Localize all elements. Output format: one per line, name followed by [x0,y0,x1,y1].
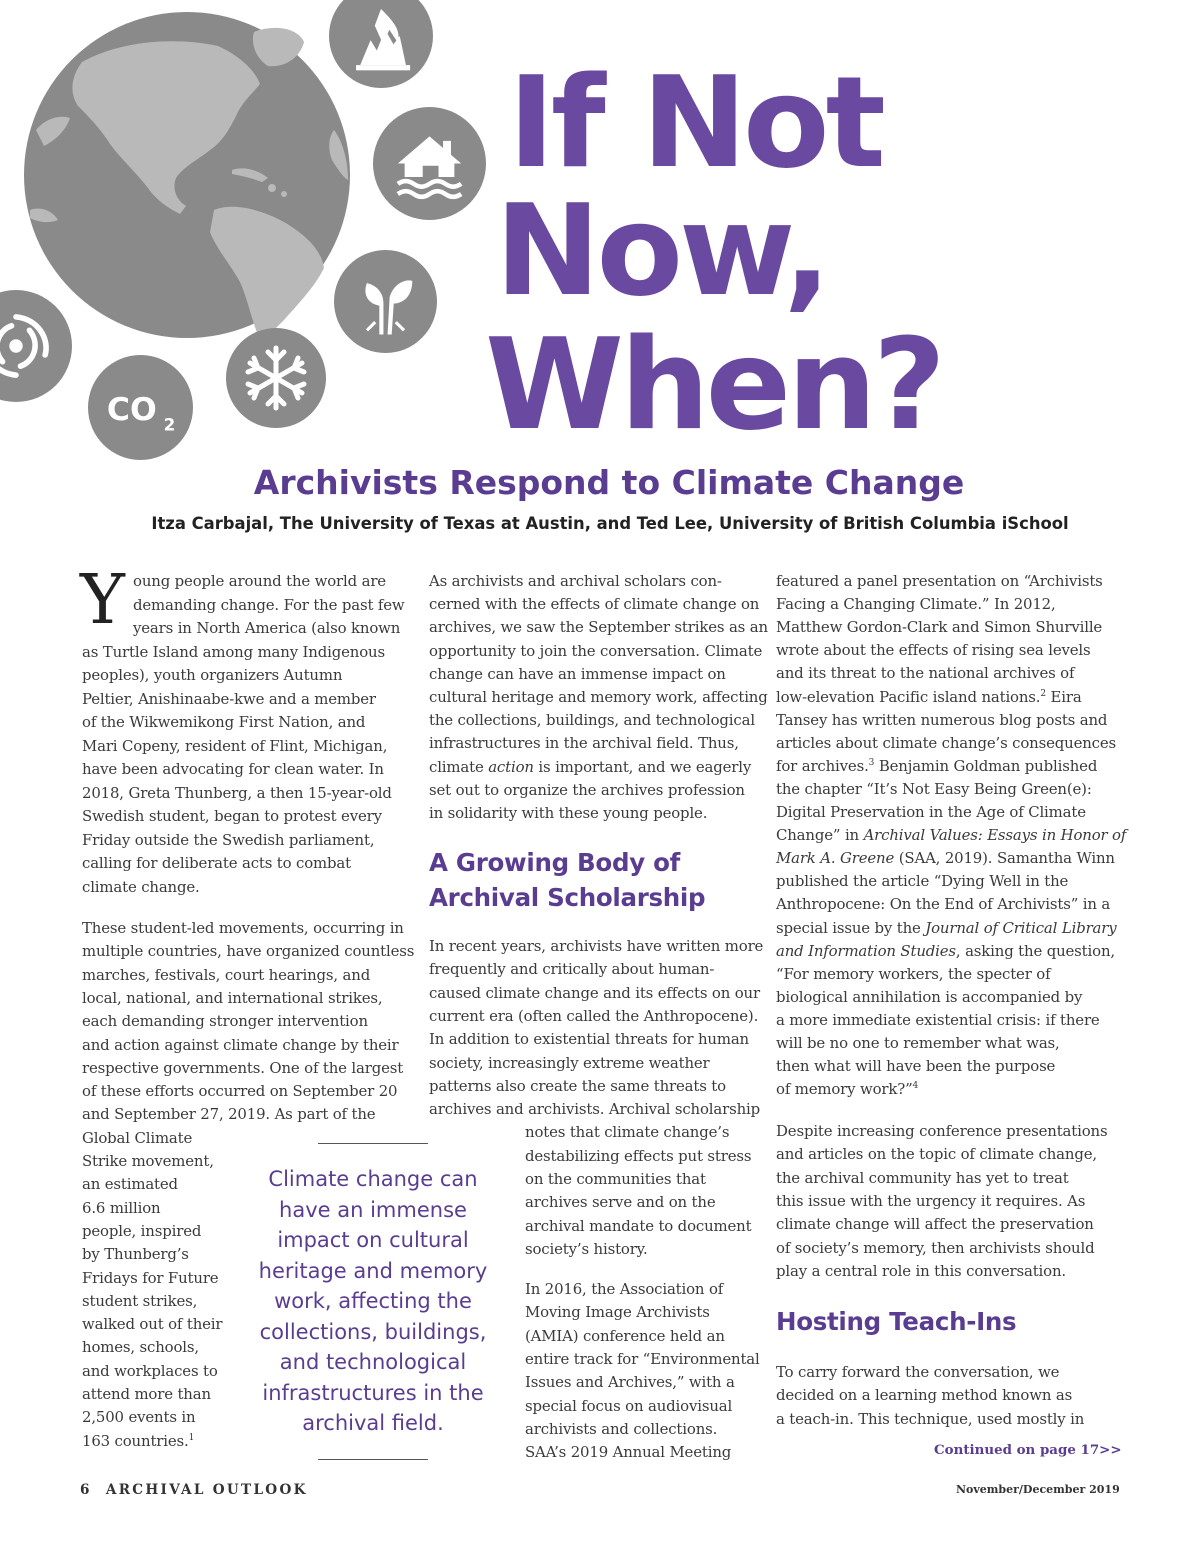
text-line: an estimated [82,1175,178,1194]
text-line: the chapter “It’s Not Easy Being Green(e): [776,779,1092,798]
text-line: each demanding stronger intervention [82,1012,368,1031]
text-line: walked out of their [82,1315,223,1334]
text-line: archives serve and on the [525,1193,716,1212]
text-span: Change” in [776,826,864,845]
text-line [82,1430,194,1453]
text-line: and articles on the topic of climate change, [776,1145,1097,1164]
text-line: of the Wikwemikong First Nation, and [82,713,366,731]
text-line: In recent years, archivists have written more [429,937,764,955]
text-line: calling for deliberate acts to combat [82,854,351,872]
section-heading-hosting-teach-ins: Hosting Teach-Ins [776,1307,1017,1336]
text-line: in solidarity with these young people. [429,804,708,822]
text-line: change can have an immense impact on [429,664,726,683]
pull-quote-line: have an immense [279,1197,467,1222]
pull-quote-line: impact on cultural [277,1228,469,1252]
issue-date: November/December 2019 [956,1483,1120,1496]
text-line: Strike movement, [82,1152,214,1170]
text-line [776,1078,918,1101]
text-line: the collections, buildings, and technological [429,711,755,730]
text-line: demanding change. For the past few [133,595,405,614]
text-line: student strikes, [82,1291,198,1310]
text-line [776,824,1126,847]
article-subtitle: Archivists Respond to Climate Change [253,463,965,502]
hurricane-icon [0,290,72,402]
pull-quote-line: collections, buildings, [259,1319,487,1344]
text-line: notes that climate change’s [525,1123,730,1142]
text-span: for archives. [776,756,869,775]
text-line: articles about climate change’s consequences [776,733,1117,752]
footnote-ref-2: 2 [1040,688,1046,699]
pull-quote-line: and technological [279,1350,467,1374]
pull-quote-rule-bottom [318,1459,428,1460]
text-line: years in North America (also known [133,619,401,637]
text-line [429,756,751,779]
text-line: Global Climate [82,1128,193,1147]
text-line: this issue with the urgency it requires. As [776,1191,1086,1210]
text-line: Digital Preservation in the Age of Climate [776,803,1086,821]
text-line: homes, schools, [82,1338,199,1357]
text-line: caused climate change and its effects on our [429,983,760,1002]
pull-quote-line: infrastructures in the [262,1380,484,1405]
text-line: set out to organize the archives profession [429,780,745,799]
text-line: Swedish student, began to protest every [82,807,382,825]
text-line: To carry forward the conversation, we [776,1363,1060,1381]
text-line: a more immediate existential crisis: if there [776,1010,1100,1029]
text-span: 163 countries. [82,1431,189,1450]
text-line: In addition to existential threats for human [429,1030,749,1049]
text-line: climate change will affect the preservation [776,1215,1094,1234]
text-span: Eira [1045,687,1082,706]
text-line: and workplaces to [82,1361,218,1380]
emphasis: Journal of Critical Library [925,918,1117,937]
pull-quote-line: heritage and memory [258,1258,488,1283]
headline-line-2: Now, [495,177,828,324]
text-line: on the communities that [525,1170,706,1188]
text-line: local, national, and international strikes, [82,988,383,1007]
fire-icon [329,0,433,88]
text-line: archivists and collections. [525,1419,718,1438]
text-line: current era (often called the Anthropocene). [429,1006,759,1025]
text-line: as Turtle Island among many Indigenous [82,642,385,661]
headline-line-3: When? [485,311,942,458]
text-line: In 2016, the Association of [525,1280,724,1298]
text-line: society, increasingly extreme weather [429,1053,710,1072]
text-line: (AMIA) conference held an [525,1326,725,1345]
drought-plant-icon [334,250,437,353]
emphasis: and Information Studies [776,941,956,960]
text-span: Benjamin Goldman published [874,756,1098,775]
text-line: Fridays for Future [82,1268,219,1287]
emphasis: action [488,757,534,776]
text-line: have been advocating for clean water. In [82,760,384,778]
text-line: people, inspired [82,1221,202,1240]
section-heading-archival-scholarship: Archival Scholarship [429,883,706,912]
co2-icon [88,355,193,460]
text-line: decided on a learning method known as [776,1386,1073,1405]
text-line: climate change. [82,877,200,896]
text-span: , asking the question, [955,941,1115,960]
text-line: Issues and Archives,” with a [525,1373,735,1392]
page-footer-left [80,1482,308,1498]
author-byline: Itza Carbajal, The University of Texas at Austin, and Ted Lee, University of British Columbia iSchool [151,514,1069,533]
text-line: Peltier, Anishinaabe-kwe and a member [82,689,376,708]
text-line: opportunity to join the conversation. Climate [429,641,763,660]
text-span: is important, and we eagerly [533,757,752,776]
text-line [776,917,1117,940]
text-line: frequently and critically about human- [429,960,715,979]
text-line: special focus on audiovisual [525,1396,733,1415]
text-line: Moving Image Archivists [525,1303,710,1322]
text-line: 2018, Greta Thunberg, a then 15-year-old [82,783,392,802]
text-line [776,755,1097,778]
text-line: society’s history. [525,1239,648,1258]
text-line: multiple countries, have organized countless [82,942,415,961]
text-line: oung people around the world are [133,572,386,590]
text-line: Facing a Changing Climate.” In 2012, [776,595,1056,614]
text-line: As archivists and archival scholars con- [429,572,722,590]
pull-quote-line: archival field. [302,1411,444,1435]
text-line: Anthropocene: On the End of Archivists” in a [776,895,1111,914]
text-line: Despite increasing conference presentations [776,1122,1108,1140]
text-line: Tansey has written numerous blog posts and [776,710,1108,729]
text-line: featured a panel presentation on “Archivists [776,572,1103,590]
text-line: SAA’s 2019 Annual Meeting [525,1443,732,1462]
text-line: by Thunberg’s [82,1245,189,1264]
text-line: play a central role in this conversation. [776,1261,1066,1280]
text-line: of these efforts occurred on September 20 [82,1082,398,1101]
text-line: “For memory workers, the specter of [776,964,1051,983]
text-line: archival mandate to document [525,1216,752,1235]
co2-label: CO [106,392,157,429]
text-line: cerned with the effects of climate change on [429,595,760,614]
text-line: archives and archivists. Archival scholarship [429,1100,761,1119]
continued-link[interactable]: Continued on page 17>> [934,1442,1122,1458]
pull-quote-line: Climate change can [268,1167,478,1191]
footnote-ref-4: 4 [912,1081,919,1092]
co2-subscript: 2 [163,414,176,435]
text-line: attend more than [82,1385,211,1403]
text-line: Mari Copeny, resident of Flint, Michigan, [82,736,388,755]
pull-quote-rule-top [318,1143,428,1144]
text-line: Friday outside the Swedish parliament, [82,830,375,849]
text-line: and its threat to the national archives of [776,664,1075,683]
footnote-ref-1: 1 [188,1432,195,1443]
text-line: and September 27, 2019. As part of the [82,1105,376,1124]
text-line: peoples), youth organizers Autumn [82,666,343,684]
text-line: cultural heritage and memory work, affecting [429,688,768,706]
text-line: then what will have been the purpose [776,1057,1056,1076]
text-line: and action against climate change by their [82,1035,399,1054]
text-line: the archival community has yet to treat [776,1168,1069,1187]
headline-line-1: If Not [508,49,882,196]
text-line: 2,500 events in [82,1408,196,1427]
text-span: low-elevation Pacific island nations. [776,687,1041,706]
publication-name: ARCHIVAL OUTLOOK [105,1482,308,1498]
text-line: respective governments. One of the largest [82,1058,404,1077]
text-span: climate [429,757,489,776]
text-line [776,686,1082,709]
text-line: a teach-in. This technique, used mostly in [776,1409,1085,1428]
text-line: Matthew Gordon-Clark and Simon Shurville [776,618,1103,637]
text-span: (SAA, 2019). Samantha Winn [894,849,1115,868]
section-heading-growing-body: A Growing Body of [429,848,680,877]
text-line: biological annihilation is accompanied by [776,987,1083,1006]
text-line: will be no one to remember what was, [776,1034,1060,1052]
text-line: infrastructures in the archival field. Thus, [429,734,739,753]
text-line: wrote about the effects of rising sea levels [776,641,1091,660]
text-line: of society’s memory, then archivists should [776,1238,1095,1257]
text-line: archives, we saw the September strikes as an [429,618,768,637]
text-span: special issue by the [776,918,926,937]
text-line: published the article “Dying Well in the [776,872,1069,891]
text-line: 6.6 million [82,1198,161,1217]
text-line: marches, festivals, court hearings, and [82,965,371,984]
flooded-house-icon [373,107,486,220]
text-line: These student-led movements, occurring in [82,919,404,937]
emphasis: Mark A. Greene [776,849,895,868]
snowflake-icon [226,328,326,428]
text-line [776,940,1115,963]
pull-quote-line: work, affecting the [274,1289,472,1313]
text-line [776,847,1115,870]
text-line: destabilizing effects put stress [525,1146,752,1165]
text-line: patterns also create the same threats to [429,1076,726,1095]
page-number: 6 [80,1482,92,1498]
emphasis: Archival Values: Essays in Honor of [863,826,1127,845]
text-span: of memory work?” [776,1080,913,1099]
text-line: entire track for “Environmental [525,1349,760,1368]
footnote-ref-3: 3 [868,757,875,768]
drop-cap: Y [80,561,125,640]
